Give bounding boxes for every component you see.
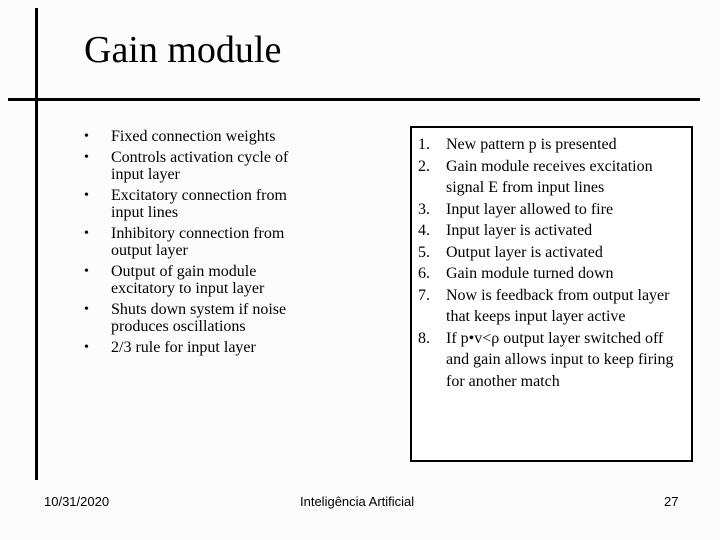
step-number: 7. (418, 286, 430, 304)
footer-date: 10/31/2020 (44, 494, 110, 509)
footer-course: Inteligência Artificial (300, 494, 415, 509)
step-number: 6. (418, 265, 430, 282)
bullet-dot: • (84, 225, 89, 241)
bullet-text: Inhibitory connection from output layer (111, 224, 285, 259)
bullet-item (80, 128, 320, 146)
steps-list (418, 134, 690, 392)
step-number: 1. (418, 136, 430, 153)
bullet-item (80, 301, 320, 336)
step-text: Input layer is activated (446, 222, 593, 239)
horizontal-rule (8, 98, 700, 101)
step-text: Gain module turned down (446, 265, 614, 282)
step-text: Output layer is activated (446, 243, 603, 261)
bullet-item (80, 225, 320, 260)
bullet-text: Excitatory connection from input lines (111, 186, 287, 221)
step-number: 2. (418, 157, 430, 175)
step-number: 5. (418, 243, 430, 261)
bullet-text: 2/3 rule for input layer (111, 338, 256, 356)
step-text: Gain module receives excitation signal E from input lines (446, 157, 653, 196)
bullet-item (80, 339, 320, 357)
step-text: Now is feedback from output layer that keeps input layer active (446, 286, 670, 325)
slide-title: Gain module (84, 29, 282, 71)
step-item (418, 263, 690, 285)
step-item (418, 199, 690, 221)
step-item (418, 242, 690, 264)
step-text: New pattern p is presented (446, 136, 617, 153)
step-number: 4. (418, 222, 430, 239)
bullet-dot: • (84, 301, 89, 317)
step-number: 8. (418, 329, 430, 347)
bullet-dot: • (84, 339, 89, 355)
bullet-item (80, 263, 320, 298)
steps-box (410, 126, 693, 462)
bullet-text: Fixed connection weights (111, 128, 276, 145)
step-item (418, 134, 690, 156)
footer-page-number: 27 (664, 494, 679, 509)
bullet-dot: • (84, 187, 89, 203)
step-item (418, 156, 690, 199)
step-item (418, 328, 690, 393)
vertical-rule (35, 8, 38, 480)
bullet-text: Shuts down system if noise produces oscillations (111, 300, 287, 335)
step-number: 3. (418, 200, 430, 218)
bullet-text: Controls activation cycle of input layer (111, 148, 289, 183)
bullet-dot: • (84, 129, 89, 144)
bullet-list (80, 128, 320, 359)
bullet-text: Output of gain module excitatory to input layer (111, 262, 265, 297)
bullet-dot: • (84, 263, 89, 279)
bullet-item (80, 187, 320, 222)
step-item (418, 285, 690, 328)
bullet-dot: • (84, 149, 89, 165)
step-text: If p•v<ρ output layer switched off and gain allows input to keep firing for another match (446, 329, 674, 390)
bullet-item (80, 149, 320, 184)
step-text: Input layer allowed to fire (446, 200, 614, 218)
step-item (418, 220, 690, 242)
